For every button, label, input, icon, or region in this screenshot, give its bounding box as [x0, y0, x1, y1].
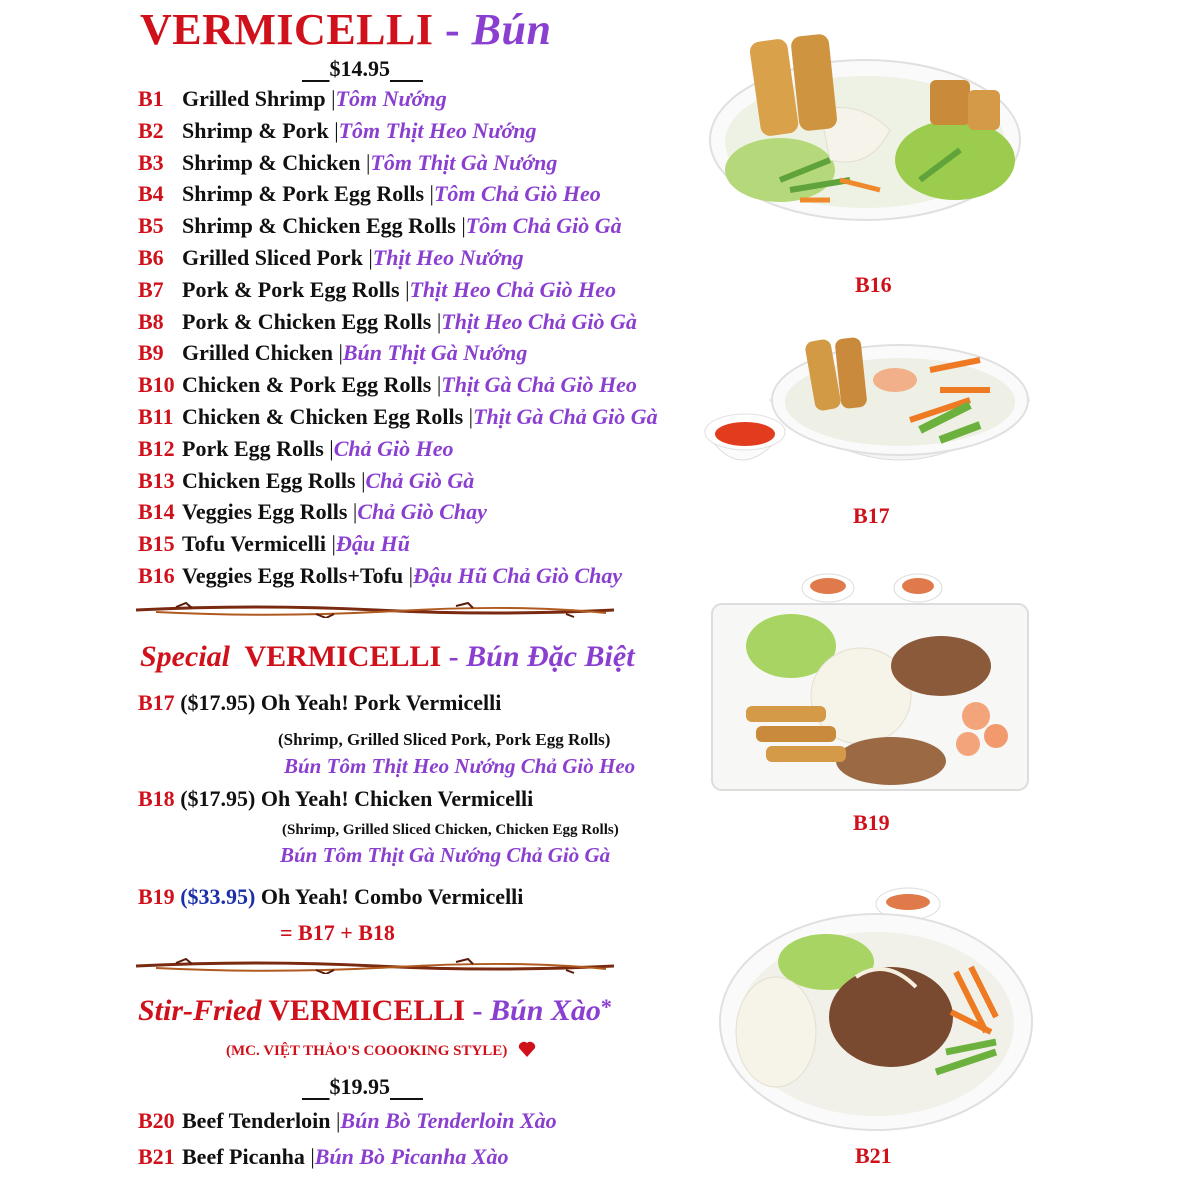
title-special: Special [140, 640, 230, 673]
title-main: VERMICELLI [268, 994, 466, 1027]
vermicelli-bowl-pork-egg-rolls-icon [700, 320, 1030, 490]
item-name: Oh Yeah! Pork Vermicelli [260, 690, 502, 715]
item-name: Grilled Shrimp [182, 86, 332, 111]
item-separator: | [436, 372, 442, 398]
style-note [226, 1040, 537, 1060]
item-separator: | [329, 435, 334, 461]
item-name: Shrimp & Chicken [182, 149, 366, 175]
item-viet: Bún Thịt Gà Nướng [342, 340, 528, 366]
special-item-b18 [138, 786, 533, 812]
item-viet: Tôm Chả Giò Gà [465, 213, 622, 239]
item-viet: Chả Giò Gà [365, 467, 475, 493]
item-viet: Tôm Chả Giò Heo [433, 181, 601, 207]
item-code: B15 [138, 531, 175, 557]
menu-item-b1 [138, 86, 447, 116]
item-code: B2 [138, 117, 164, 143]
section1-price [302, 56, 423, 82]
menu-item-b13 [138, 468, 474, 498]
special-item-b17 [138, 690, 501, 716]
item-name: Grilled Chicken [182, 340, 339, 366]
item-viet: Thịt Heo Chả Giò Heo [409, 276, 617, 302]
item-name: Pork & Chicken Egg Rolls [182, 308, 437, 334]
item-separator: | [468, 404, 474, 429]
item-separator: | [365, 149, 371, 175]
item-separator: | [338, 340, 343, 366]
menu-item-b7 [138, 277, 616, 307]
item-name: Pork & Pork Egg Rolls [182, 276, 406, 302]
item-code: B12 [138, 435, 175, 461]
menu-item-b8 [138, 309, 637, 339]
section-title-vermicelli [140, 4, 551, 55]
menu-item-b9 [138, 340, 527, 370]
photo-caption: B19 [853, 810, 890, 835]
item-name: Pork Egg Rolls [182, 435, 330, 461]
item-separator: | [405, 276, 410, 302]
menu-item-b4 [138, 181, 601, 211]
item-viet: Tôm Thịt Gà Nướng [370, 149, 558, 175]
stir-fried-beef-bowl-icon [716, 882, 1036, 1134]
item-name: Oh Yeah! Chicken Vermicelli [260, 786, 534, 811]
item-name: Grilled Sliced Pork [182, 245, 369, 270]
photo-caption: B17 [853, 503, 890, 528]
section3-price [302, 1074, 423, 1100]
item-name: Chicken Egg Rolls [182, 467, 362, 493]
item-separator: | [408, 563, 414, 588]
item-code: B21 [138, 1144, 175, 1169]
title-viet: Bún Đặc Biệt [466, 640, 635, 673]
price-value: $14.95 [329, 56, 390, 81]
special-item-b19-desc: = B17 + B18 [280, 920, 395, 945]
special-item-b17-viet: Bún Tôm Thịt Heo Nướng Chả Giò Heo [284, 754, 636, 778]
item-price: ($33.95) [180, 884, 256, 909]
item-code: B9 [138, 340, 164, 366]
combo-platter-icon [706, 566, 1034, 796]
title-main: VERMICELLI [244, 640, 442, 673]
item-separator: | [361, 467, 366, 493]
heart-icon [517, 1040, 537, 1058]
item-separator: | [334, 117, 339, 143]
item-separator: | [336, 1108, 341, 1133]
item-viet: Chả Giò Heo [333, 435, 454, 461]
item-viet: Thịt Heo Nướng [372, 245, 524, 270]
item-viet: Bún Bò Picanha Xào [314, 1144, 509, 1169]
item-name: Beef Tenderloin [182, 1108, 337, 1133]
item-code: B19 [138, 884, 175, 909]
photo-caption: B16 [855, 272, 892, 297]
item-code: B16 [138, 563, 175, 588]
item-code: B11 [138, 404, 174, 429]
item-price: ($17.95) [180, 786, 256, 811]
item-separator: | [331, 531, 336, 557]
menu-item-b21 [138, 1144, 509, 1174]
item-code: B6 [138, 245, 164, 270]
item-code: B18 [138, 786, 175, 811]
item-separator: | [461, 213, 466, 239]
item-viet: Đậu Hũ [335, 531, 410, 557]
item-separator: | [331, 86, 336, 111]
item-code: B8 [138, 308, 164, 334]
menu-item-b2 [138, 118, 537, 148]
special-item-b18-viet: Bún Tôm Thịt Gà Nướng Chả Giò Gà [280, 843, 611, 867]
item-viet: Chả Giò Chay [357, 499, 487, 525]
item-separator: | [352, 499, 358, 525]
item-name: Chicken & Chicken Egg Rolls [182, 404, 469, 429]
item-viet: Thịt Heo Chả Giò Gà [441, 308, 637, 334]
menu-item-b15 [138, 531, 410, 561]
ornamental-divider [136, 602, 614, 618]
photo-caption: B21 [855, 1143, 892, 1168]
menu-item-b12 [138, 436, 454, 466]
item-viet: Thịt Gà Chả Giò Heo [441, 372, 637, 398]
menu-item-b6 [138, 245, 524, 275]
item-name: Tofu Vermicelli [182, 531, 332, 557]
section-title-stir-fried [138, 994, 612, 1028]
menu-item-b3 [138, 150, 557, 180]
title-viet: Bún [471, 5, 552, 54]
item-price: ($17.95) [180, 690, 256, 715]
item-code: B1 [138, 86, 164, 111]
title-dash: - [441, 640, 467, 673]
menu-item-b16 [138, 563, 622, 593]
item-code: B20 [138, 1108, 175, 1133]
item-code: B17 [138, 690, 175, 715]
item-code: B5 [138, 213, 164, 239]
ornamental-divider [136, 958, 614, 974]
title-main: VERMICELLI [140, 5, 434, 54]
item-separator: | [436, 308, 442, 334]
item-viet: Thịt Gà Chả Giò Gà [473, 404, 658, 429]
menu-item-b11 [138, 404, 658, 434]
item-code: B3 [138, 149, 164, 175]
special-item-b18-desc: (Shrimp, Grilled Sliced Chicken, Chicken Egg Rolls) [282, 822, 619, 838]
item-name: Chicken & Pork Egg Rolls [182, 372, 437, 398]
item-separator: | [368, 245, 373, 270]
title-star: * [600, 994, 612, 1019]
item-viet: Bún Bò Tenderloin Xào [340, 1108, 557, 1133]
item-code: B13 [138, 467, 175, 493]
item-separator: | [310, 1144, 315, 1169]
item-code: B14 [138, 499, 175, 525]
menu-item-b5 [138, 213, 622, 243]
title-prefix: Stir-Fried [138, 994, 262, 1027]
item-code: B10 [138, 372, 175, 398]
item-viet: Đậu Hũ Chả Giò Chay [413, 563, 623, 588]
special-item-b17-desc: (Shrimp, Grilled Sliced Pork, Pork Egg Rolls) [278, 730, 611, 749]
item-name: Veggies Egg Rolls+Tofu [182, 563, 409, 588]
title-dash: - [465, 994, 491, 1027]
special-item-b19 [138, 884, 523, 910]
item-code: B4 [138, 181, 164, 207]
menu-item-b20 [138, 1108, 557, 1138]
item-name: Shrimp & Chicken Egg Rolls [182, 213, 462, 239]
item-name: Veggies Egg Rolls [182, 499, 353, 525]
item-separator: | [429, 181, 434, 207]
item-code: B7 [138, 276, 164, 302]
item-viet: Tôm Thịt Heo Nướng [338, 117, 537, 143]
item-viet: Tôm Nướng [335, 86, 447, 111]
vermicelli-bowl-egg-rolls-tofu-icon [700, 30, 1030, 255]
item-name: Shrimp & Pork [182, 117, 335, 143]
style-note-text: (MC. VIỆT THẢO'S COOOKING STYLE) [226, 1043, 508, 1059]
item-name: Oh Yeah! Combo Vermicelli [260, 884, 524, 909]
title-viet: Bún Xào [490, 994, 601, 1027]
item-name: Beef Picanha [182, 1144, 311, 1169]
menu-item-b10 [138, 372, 637, 402]
price-value: $19.95 [329, 1074, 390, 1099]
title-dash: - [433, 5, 472, 54]
item-name: Shrimp & Pork Egg Rolls [182, 181, 430, 207]
section-title-special [140, 640, 635, 674]
menu-item-b14 [138, 499, 487, 529]
